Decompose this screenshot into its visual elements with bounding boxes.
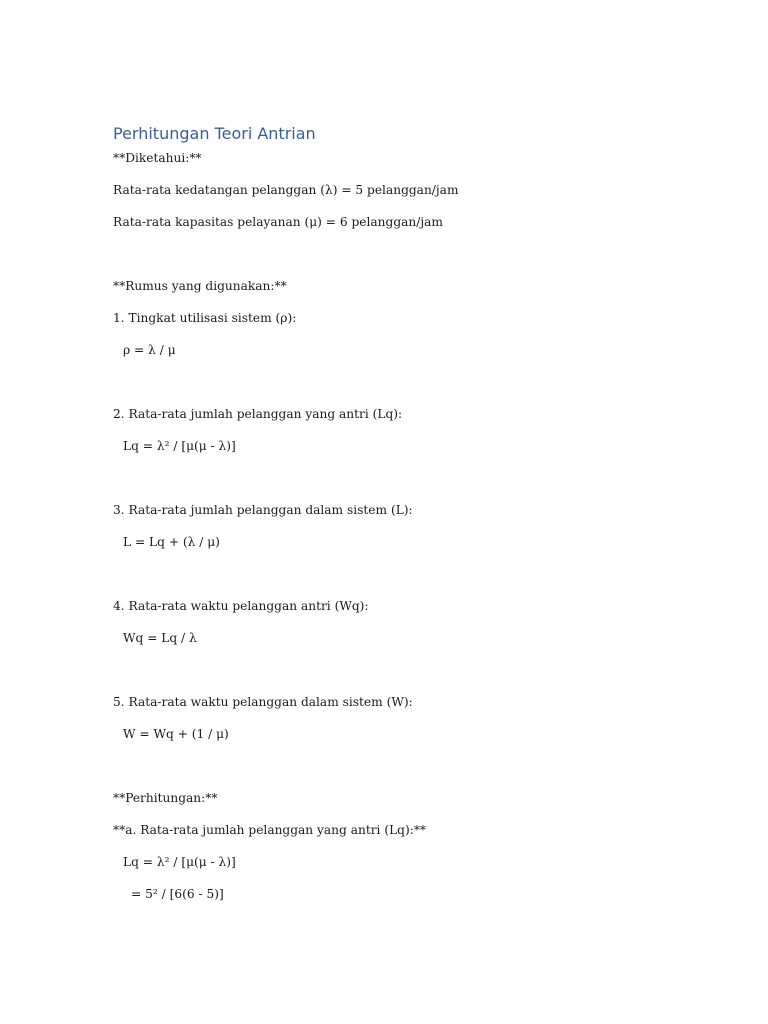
given-arrival-rate: Rata-rata kedatangan pelanggan (λ) = 5 pelanggan/jam [113,183,459,197]
formula-4-heading: 4. Rata-rata waktu pelanggan antri (Wq): [113,599,369,613]
formula-3-expression: L = Lq + (λ / μ) [123,535,220,549]
document-title: Perhitungan Teori Antrian [113,124,316,143]
section-heading-rumus: **Rumus yang digunakan:** [113,279,287,293]
section-heading-diketahui: **Diketahui:** [113,151,202,165]
formula-2-heading: 2. Rata-rata jumlah pelanggan yang antri (Lq): [113,407,403,421]
formula-2-expression: Lq = λ² / [μ(μ - λ)] [123,439,236,453]
formula-1-expression: ρ = λ / μ [123,343,176,357]
formula-5-heading: 5. Rata-rata waktu pelanggan dalam sistem (W): [113,695,413,709]
section-heading-perhitungan: **Perhitungan:** [113,791,218,805]
calculation-a-heading: **a. Rata-rata jumlah pelanggan yang antri (Lq):** [113,823,427,837]
formula-3-heading: 3. Rata-rata jumlah pelanggan dalam sistem (L): [113,503,413,517]
formula-1-heading: 1. Tingkat utilisasi sistem (ρ): [113,311,297,325]
formula-4-expression: Wq = Lq / λ [123,631,197,645]
calculation-a-substitution: = 5² / [6(6 - 5)] [131,887,224,901]
formula-5-expression: W = Wq + (1 / μ) [123,727,229,741]
calculation-a-formula: Lq = λ² / [μ(μ - λ)] [123,855,236,869]
given-service-rate: Rata-rata kapasitas pelayanan (μ) = 6 pelanggan/jam [113,215,443,229]
